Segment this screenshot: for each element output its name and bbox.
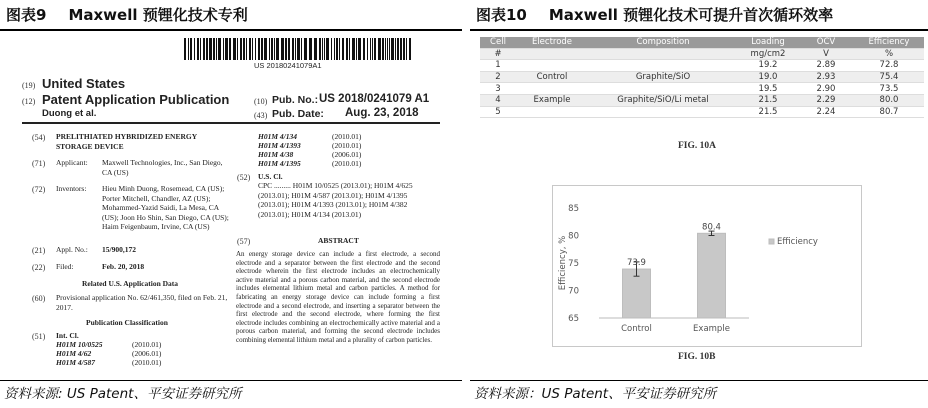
barcode-bar: [314, 38, 317, 60]
table-cell: 2.93: [798, 71, 854, 83]
applicant-value: Maxwell Technologies, Inc., San Diego, CA (US): [102, 158, 223, 177]
barcode-bar: [326, 38, 329, 60]
barcode-bar: [356, 38, 357, 60]
fig-10a-label: FIG. 10A: [678, 141, 716, 151]
barcode-bar: [336, 38, 338, 60]
left-figure-panel: [0, 0, 462, 408]
filed-tag: (22): [32, 263, 46, 272]
barcode-bar: [223, 38, 224, 60]
table-cell: 21.5: [738, 106, 798, 118]
barcode-bar: [197, 38, 199, 60]
table-unit-cell: %: [854, 48, 924, 60]
table-cell: 2.90: [798, 83, 854, 95]
table-row: [480, 106, 924, 118]
barcode-bar: [301, 38, 302, 60]
efficiency-chart: [552, 185, 862, 347]
inventors-label: Inventors:: [56, 184, 87, 193]
barcode-bar: [285, 38, 287, 60]
table-cell: [588, 106, 738, 118]
table-cell: 19.0: [738, 71, 798, 83]
patent-document: [22, 38, 442, 376]
barcode-bar: [378, 38, 381, 60]
barcode-bar: [255, 38, 256, 60]
barcode-bar: [331, 38, 332, 60]
intcl-year: (2010.01): [132, 340, 162, 349]
filed-value: Feb. 20, 2018: [102, 262, 145, 271]
uscl-label: U.S. Cl.: [258, 172, 283, 181]
y-tick-label: 70: [568, 286, 579, 297]
barcode-bar: [295, 38, 296, 60]
table-unit-cell: #: [480, 48, 516, 60]
barcode-bar: [261, 38, 263, 60]
pub-date-tag: (43): [254, 111, 268, 120]
intcl-code: H01M 4/62: [56, 349, 92, 358]
intcl-label: Int. Cl.: [56, 331, 79, 340]
table-row: [480, 71, 924, 83]
table-header-cell: Efficiency: [854, 37, 924, 48]
barcode-bar: [382, 38, 384, 60]
barcode-bar: [246, 38, 247, 60]
pub-no-tag: (10): [254, 97, 268, 106]
uscl-tag: (52): [237, 173, 251, 182]
chart-bar: [698, 233, 726, 318]
table-header-cell: Electrode: [516, 37, 588, 48]
right-figure-header: [470, 0, 928, 28]
table-header-cell: OCV: [798, 37, 854, 48]
right-source-note: 资料来源：US Patent、平安证券研究所: [474, 386, 717, 402]
barcode-bar: [339, 38, 340, 60]
barcode-bar: [400, 38, 402, 60]
barcode-bar: [292, 38, 294, 60]
table-cell: 72.8: [854, 60, 924, 72]
right-figure-panel: [470, 0, 928, 408]
related-heading: Related U.S. Application Data: [82, 279, 179, 288]
table-unit-cell: [588, 48, 738, 60]
barcode-bar: [188, 38, 189, 60]
abstract-heading: ABSTRACT: [318, 236, 359, 245]
inventors-tag: (72): [32, 185, 46, 194]
barcode-bar: [324, 38, 325, 60]
table-unit-cell: [516, 48, 588, 60]
table-cell: 3: [480, 83, 516, 95]
abstract-text: An energy storage device can include a first electrode, a second electrode and a separator between the first electrode and the second electrode wherein the first electrode includes an electrochemically active material and a porous carbon material, and the second electrode includes elemental lithium metal and carbon particles. A method for fabricating an energy storage device can include forming a first electrode and a second electrode, and inserting a separator between the first electrode and the second electrode, where forming the first electrode includes combining an electrochemically active material and a porous carbon material, and forming the second electrode includes combining elemental lithium metal and a plurality of carbon particles.: [236, 250, 440, 344]
left-header-rule: [0, 29, 462, 31]
inventor-short: Duong et al.: [42, 108, 97, 119]
table-row: [480, 83, 924, 95]
table-cell: 2.24: [798, 106, 854, 118]
table-cell: Graphite/SiO/Li metal: [588, 94, 738, 106]
barcode-bar: [409, 38, 411, 60]
barcode-image: [184, 38, 414, 60]
barcode-bar: [237, 38, 238, 60]
barcode-bar: [397, 38, 399, 60]
pub-class-heading: Publication Classification: [86, 318, 168, 327]
y-axis-label: Efficiency, %: [558, 235, 568, 291]
barcode-bar: [322, 38, 323, 60]
barcode-bar: [349, 38, 350, 60]
table-cell: 80.7: [854, 106, 924, 118]
barcode-bar: [387, 38, 388, 60]
barcode-bar: [200, 38, 201, 60]
barcode-bar: [352, 38, 355, 60]
barcode-bar: [363, 38, 365, 60]
table-cell: [516, 83, 588, 95]
barcode-bar: [342, 38, 344, 60]
table-header-cell: Loading: [738, 37, 798, 48]
barcode-bar: [391, 38, 394, 60]
left-figure-header: [0, 0, 462, 28]
barcode-bar: [190, 38, 192, 60]
intcl-year: (2006.01): [132, 349, 162, 358]
left-figure-number: 图表9: [6, 5, 47, 24]
right-footer-rule: [470, 380, 928, 381]
barcode-bar: [213, 38, 215, 60]
x-tick-label: Control: [621, 324, 652, 334]
barcode-bar: [372, 38, 373, 60]
y-tick-label: 65: [568, 314, 579, 324]
x-tick-label: Example: [693, 324, 730, 334]
table-cell: 2.29: [798, 94, 854, 106]
applicant-label: Applicant:: [56, 158, 88, 167]
pub-type-tag: (12): [22, 97, 36, 106]
class-year: (2010.01): [332, 132, 362, 141]
class-code: H01M 4/38: [258, 150, 294, 159]
barcode-bar: [274, 38, 275, 60]
table-row: [480, 60, 924, 72]
barcode-bar: [209, 38, 212, 60]
barcode-bar: [406, 38, 407, 60]
table-header-row: [480, 37, 924, 48]
pub-no-label: Pub. No.:: [272, 94, 319, 106]
barcode-bar: [233, 38, 236, 60]
barcode-bar: [271, 38, 273, 60]
right-header-rule: [470, 29, 928, 31]
barcode-bar: [243, 38, 245, 60]
appl-tag: (21): [32, 246, 46, 255]
provisional-value: Provisional application No. 62/461,350, filed on Feb. 21, 2017.: [56, 293, 228, 312]
table-unit-cell: V: [798, 48, 854, 60]
table-header-cell: Composition: [588, 37, 738, 48]
barcode-bar: [370, 38, 371, 60]
barcode-bar: [403, 38, 405, 60]
barcode-bar: [346, 38, 348, 60]
table-cell: 21.5: [738, 94, 798, 106]
class-code: H01M 4/1393: [258, 141, 301, 150]
data-label: 80.4: [702, 222, 721, 233]
table-units-row: [480, 48, 924, 60]
barcode-bar: [304, 38, 307, 60]
barcode-bar: [240, 38, 242, 60]
barcode-bar: [203, 38, 205, 60]
legend-swatch: [769, 239, 774, 244]
class-code: H01M 4/1395: [258, 159, 301, 168]
barcode-bar: [395, 38, 396, 60]
table-cell: 80.0: [854, 94, 924, 106]
left-figure-title: Maxwell 预锂化技术专利: [68, 5, 248, 24]
table-cell: [588, 60, 738, 72]
intcl-code: H01M 4/587: [56, 358, 95, 367]
barcode-bar: [309, 38, 312, 60]
abstract-tag: (57): [237, 237, 251, 246]
table-cell: 19.2: [738, 60, 798, 72]
right-figure-number: 图表10: [476, 5, 527, 24]
barcode-bar: [269, 38, 270, 60]
patent-title: PRELITHIATED HYBRIDIZED ENERGY STORAGE DEVICE: [56, 132, 197, 151]
barcode-bar: [334, 38, 335, 60]
barcode-bar: [258, 38, 260, 60]
barcode-bar: [206, 38, 208, 60]
barcode-bar: [288, 38, 290, 60]
table-cell: [588, 83, 738, 95]
barcode-bar: [358, 38, 361, 60]
table-cell: 75.4: [854, 71, 924, 83]
title-tag: (54): [32, 133, 46, 142]
appl-value: 15/900,172: [102, 245, 136, 254]
y-tick-label: 85: [568, 204, 579, 214]
barcode-bar: [374, 38, 376, 60]
country-tag: (19): [22, 81, 36, 90]
barcode-bar: [194, 38, 195, 60]
table-cell: 73.5: [854, 83, 924, 95]
barcode-bar: [264, 38, 267, 60]
barcode-bar: [252, 38, 253, 60]
appl-label: Appl. No.:: [56, 245, 88, 254]
table-cell: Graphite/SiO: [588, 71, 738, 83]
barcode-bar: [385, 38, 386, 60]
cpc-value: CPC ......... H01M 10/0525 (2013.01); H01M 4/625 (2013.01); H01M 4/587 (2013.01); H01M 4/1395 (2013.01); H01M 4/1393 (2013.01); H01M 4/382 (2013.01); H01M 4/134 (2013.01): [258, 181, 413, 219]
provisional-tag: (60): [32, 294, 46, 303]
table-cell: 5: [480, 106, 516, 118]
barcode-bar: [225, 38, 228, 60]
table-cell: 1: [480, 60, 516, 72]
barcode-bar: [367, 38, 368, 60]
pub-type-text: Patent Application Publication: [42, 92, 230, 107]
barcode-number: US 20180241079A1: [254, 61, 322, 70]
table-cell: 4: [480, 94, 516, 106]
intcl-tag: (51): [32, 332, 46, 341]
table-unit-cell: mg/cm2: [738, 48, 798, 60]
table-cell: [516, 106, 588, 118]
pub-date-label: Pub. Date:: [272, 108, 324, 120]
data-label: 73.9: [627, 258, 646, 269]
left-source-note: 资料来源: US Patent、平安证券研究所: [4, 386, 242, 402]
class-year: (2006.01): [332, 150, 362, 159]
table-header-cell: Cell: [480, 37, 516, 48]
right-figure-title: Maxwell 预锂化技术可提升首次循环效率: [548, 5, 834, 24]
fig-10b-label: FIG. 10B: [678, 352, 716, 362]
barcode-bar: [229, 38, 231, 60]
inventors-value: Hieu Minh Duong, Rosemead, CA (US); Porter Mitchell, Chandler, AZ (US); Mohammed-Yazid Saidi, La Mesa, CA (US); Joon Ho Shin, San Diego, CA (US); Haim Feigenbaum, Irvine, CA (US): [102, 184, 229, 231]
barcode-bar: [184, 38, 186, 60]
table-row: [480, 94, 924, 106]
country-text: United States: [42, 76, 126, 91]
pub-date-value: Aug. 23, 2018: [345, 107, 419, 119]
y-tick-label: 80: [568, 231, 579, 242]
class-code: H01M 4/134: [258, 132, 297, 141]
table-cell: 2: [480, 71, 516, 83]
barcode-bar: [216, 38, 217, 60]
barcode-bar: [319, 38, 321, 60]
barcode-bar: [281, 38, 284, 60]
barcode-bar: [389, 38, 390, 60]
barcode-bar: [297, 38, 300, 60]
legend-entry: Efficiency: [777, 237, 818, 247]
table-cell: 19.5: [738, 83, 798, 95]
class-year: (2010.01): [332, 159, 362, 168]
filed-label: Filed:: [56, 262, 74, 271]
pub-no-value: US 2018/0241079 A1: [319, 93, 430, 105]
efficiency-chart-svg: [553, 186, 861, 346]
header-divider: [22, 122, 440, 124]
table-cell: Control: [516, 71, 588, 83]
table-cell: Example: [516, 94, 588, 106]
intcl-code: H01M 10/0525: [56, 340, 103, 349]
table-cell: 2.89: [798, 60, 854, 72]
class-year: (2010.01): [332, 141, 362, 150]
table-cell: [516, 60, 588, 72]
applicant-tag: (71): [32, 159, 46, 168]
barcode-bar: [276, 38, 279, 60]
left-footer-rule: [0, 380, 462, 381]
efficiency-table: [480, 37, 924, 118]
y-tick-label: 75: [568, 259, 579, 269]
barcode-bar: [249, 38, 251, 60]
intcl-year: (2010.01): [132, 358, 162, 367]
barcode-bar: [218, 38, 221, 60]
